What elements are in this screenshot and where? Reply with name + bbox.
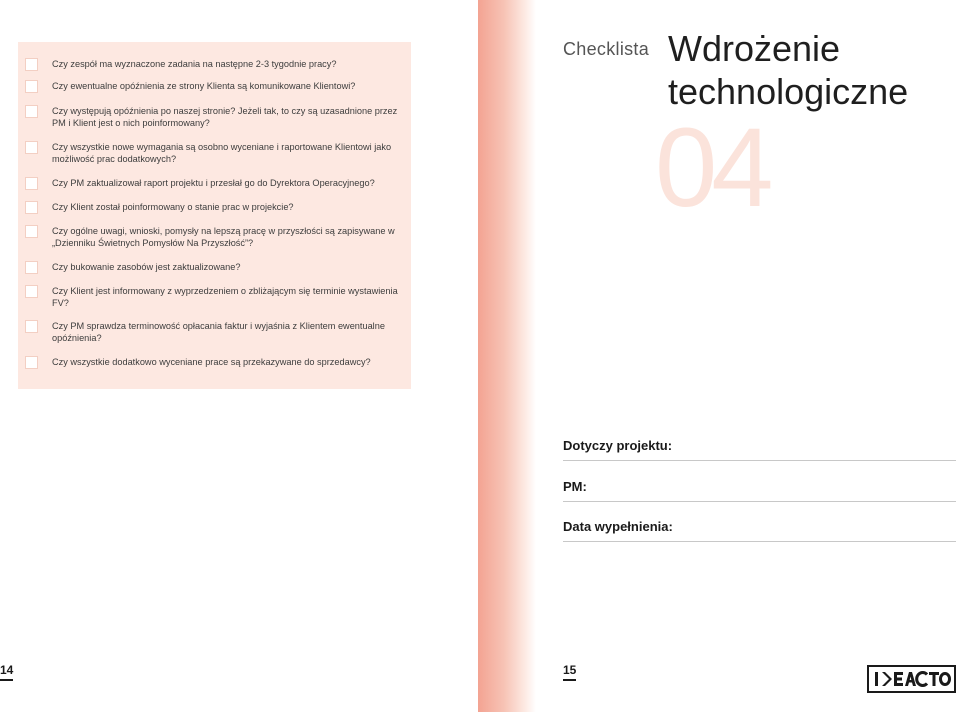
checkbox[interactable]	[25, 285, 38, 298]
checkbox[interactable]	[25, 261, 38, 274]
checkbox[interactable]	[25, 356, 38, 369]
section-number: 04	[655, 105, 768, 230]
page-title-line-2: technologiczne	[668, 71, 909, 112]
checklist-item-text: Czy wszystkie dodatkowo wyceniane prace są przekazywane do sprzedawcy?	[52, 357, 371, 367]
page-number-left: 14	[0, 664, 13, 681]
checklist-item-text: Czy Klient został poinformowany o stanie prac w projekcie?	[52, 202, 294, 212]
checkbox[interactable]	[25, 141, 38, 154]
checkbox[interactable]	[25, 201, 38, 214]
checkbox[interactable]	[25, 320, 38, 333]
logo-wordmark-icon	[872, 669, 952, 689]
checkbox[interactable]	[25, 225, 38, 238]
checklist-item-text: Czy zespół ma wyznaczone zadania na następne 2-3 tygodnie pracy?	[52, 59, 337, 69]
checklist-item-text: Czy bukowanie zasobów jest zaktualizowane?	[52, 262, 241, 272]
project-field	[563, 438, 956, 461]
page-title-line-1: Wdrożenie	[668, 28, 841, 69]
checklist-item-text: Czy ewentualne opóźnienia ze strony Klienta są komunikowane Klientowi?	[52, 81, 356, 91]
project-label: Dotyczy projektu:	[563, 438, 673, 453]
pm-field	[563, 479, 956, 502]
checklist-item-text: Czy występują opóźnienia po naszej stronie? Jeżeli tak, to czy są uzasadnione przez PM i Klient jest o nich poinformowany?	[52, 106, 398, 128]
checklist-label: Checklista	[563, 39, 650, 59]
project-input-line[interactable]	[563, 460, 956, 461]
pm-label: PM:	[563, 479, 587, 494]
checkbox[interactable]	[25, 80, 38, 93]
company-logo	[867, 665, 956, 693]
date-label: Data wypełnienia:	[563, 519, 673, 534]
checklist-item-text: Czy PM zaktualizował raport projektu i przesłał go do Dyrektora Operacyjnego?	[52, 178, 375, 188]
checklist-item-text: Czy PM sprawdza terminowość opłacania faktur i wyjaśnia z Klientem ewentualne opóźnienia?	[52, 321, 385, 343]
checkbox[interactable]	[25, 58, 38, 71]
pm-input-line[interactable]	[563, 501, 956, 502]
date-field	[563, 519, 956, 542]
accent-gradient-band	[478, 0, 536, 712]
page-number-right: 15	[563, 664, 576, 681]
checklist-item-text: Czy Klient jest informowany z wyprzedzeniem o zbliżającym się terminie wystawienia FV?	[52, 286, 398, 308]
date-input-line[interactable]	[563, 541, 956, 542]
checkbox[interactable]	[25, 105, 38, 118]
checkbox[interactable]	[25, 177, 38, 190]
checklist-item-text: Czy wszystkie nowe wymagania są osobno wyceniane i raportowane Klientowi jako możliwość prac dodatkowych?	[52, 142, 392, 164]
checklist-item-text: Czy ogólne uwagi, wnioski, pomysły na lepszą pracę w przyszłości są zapisywane w „Dzienniku Świetnych Pomysłów Na Przyszłość”?	[52, 226, 395, 248]
checklist-panel	[18, 42, 411, 389]
